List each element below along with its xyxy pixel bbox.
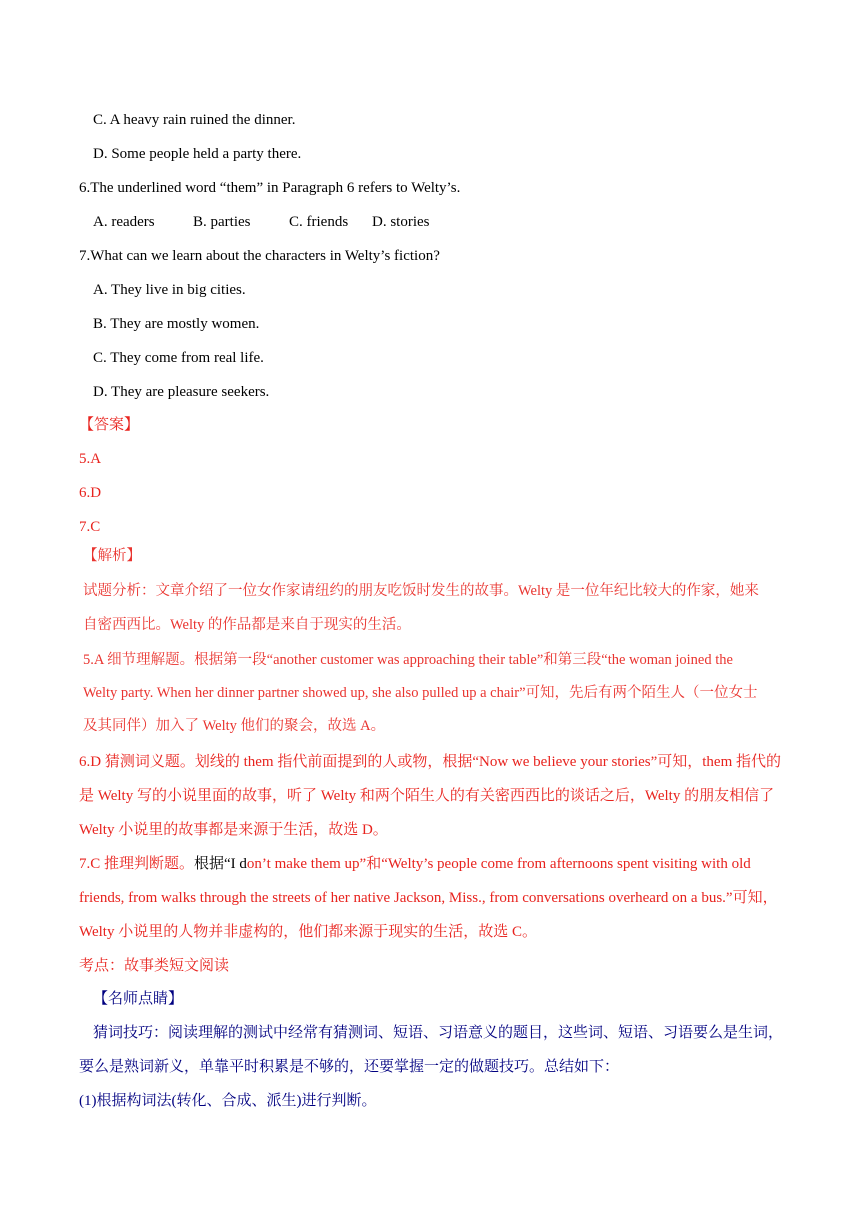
explanation-line: Welty 小说里的人物并非虚构的，他们都来源于现实的生活，故选 C。 [79, 924, 537, 940]
exp7-quote: on’t make them up”和“Welty’s people come from afternoons spent visiting with old [246, 856, 751, 872]
exp7-black-text: 根据“I d [194, 856, 247, 872]
explanation-line: 是 Welty 写的小说里面的故事，听了 Welty 和两个陌生人的有关密西西比的谈话之后，Welty 的朋友相信了 [79, 788, 775, 804]
q7-option-d: D. They are pleasure seekers. [93, 384, 270, 400]
explanation-line: Welty 小说里的故事都是来源于生活，故选 D。 [79, 822, 388, 838]
tips-line: 猜词技巧：阅读理解的测试中经常有猜测词、短语、习语意义的题目，这些词、短语、习语要么是生词， [93, 1025, 784, 1041]
q7-option-b: B. They are mostly women. [93, 316, 260, 332]
exp7-label: 7.C 推理判断题。 [79, 856, 195, 872]
kaodian-label: 考点：故事类短文阅读 [79, 958, 230, 974]
q6-option-b: B. parties [193, 214, 251, 230]
explanation-line [79, 854, 751, 874]
explanation-line: friends, from walks through the streets of her native Jackson, Miss., from conversations overheard on a bus.”可知， [79, 890, 778, 906]
q7-option-c: C. They come from real life. [93, 350, 264, 366]
analysis-line: 及其同伴）加入了 Welty 他们的聚会，故选 A。 [83, 718, 386, 734]
q6-options [93, 212, 430, 232]
q5-option-c: C. A heavy rain ruined the dinner. [93, 112, 296, 128]
mingshi-header: 【名师点睛】 [93, 991, 184, 1007]
analysis-line: 5.A 细节理解题。根据第一段“another customer was approaching their table”和第三段“the woman joined the [83, 652, 733, 668]
answer-5: 5.A [79, 451, 102, 467]
tips-line: (1)根据构词法(转化、合成、派生)进行判断。 [79, 1093, 377, 1109]
answer-header: 【答案】 [79, 417, 140, 433]
analysis-line: 自密西西比。Welty 的作品都是来自于现实的生活。 [83, 617, 411, 633]
q6-option-c: C. friends [289, 214, 349, 230]
analysis-header: 【解析】 [83, 548, 141, 564]
analysis-line: 试题分析：文章介绍了一位女作家请纽约的朋友吃饭时发生的故事。Welty 是一位年纪比较大的作家，她来 [83, 583, 759, 599]
q7-option-a: A. They live in big cities. [93, 282, 246, 298]
tips-line: 要么是熟词新义，单靠平时积累是不够的，还要掌握一定的做题技巧。总结如下： [79, 1059, 620, 1075]
explanation-line: 6.D 猜测词义题。划线的 them 指代前面提到的人或物，根据“Now we believe your stories”可知，them 指代的 [79, 754, 782, 770]
answer-6: 6.D [79, 485, 102, 501]
q6-stem: 6.The underlined word “them” in Paragraph 6 refers to Welty’s. [79, 180, 461, 196]
q6-option-d: D. stories [372, 214, 430, 230]
analysis-line: Welty party. When her dinner partner showed up, she also pulled up a chair”可知，先后有两个陌生人（一位女士 [83, 685, 758, 701]
q6-option-a: A. readers [93, 214, 155, 230]
q5-option-d: D. Some people held a party there. [93, 146, 302, 162]
answer-7: 7.C [79, 519, 101, 535]
q7-stem: 7.What can we learn about the characters in Welty’s fiction? [79, 248, 440, 264]
